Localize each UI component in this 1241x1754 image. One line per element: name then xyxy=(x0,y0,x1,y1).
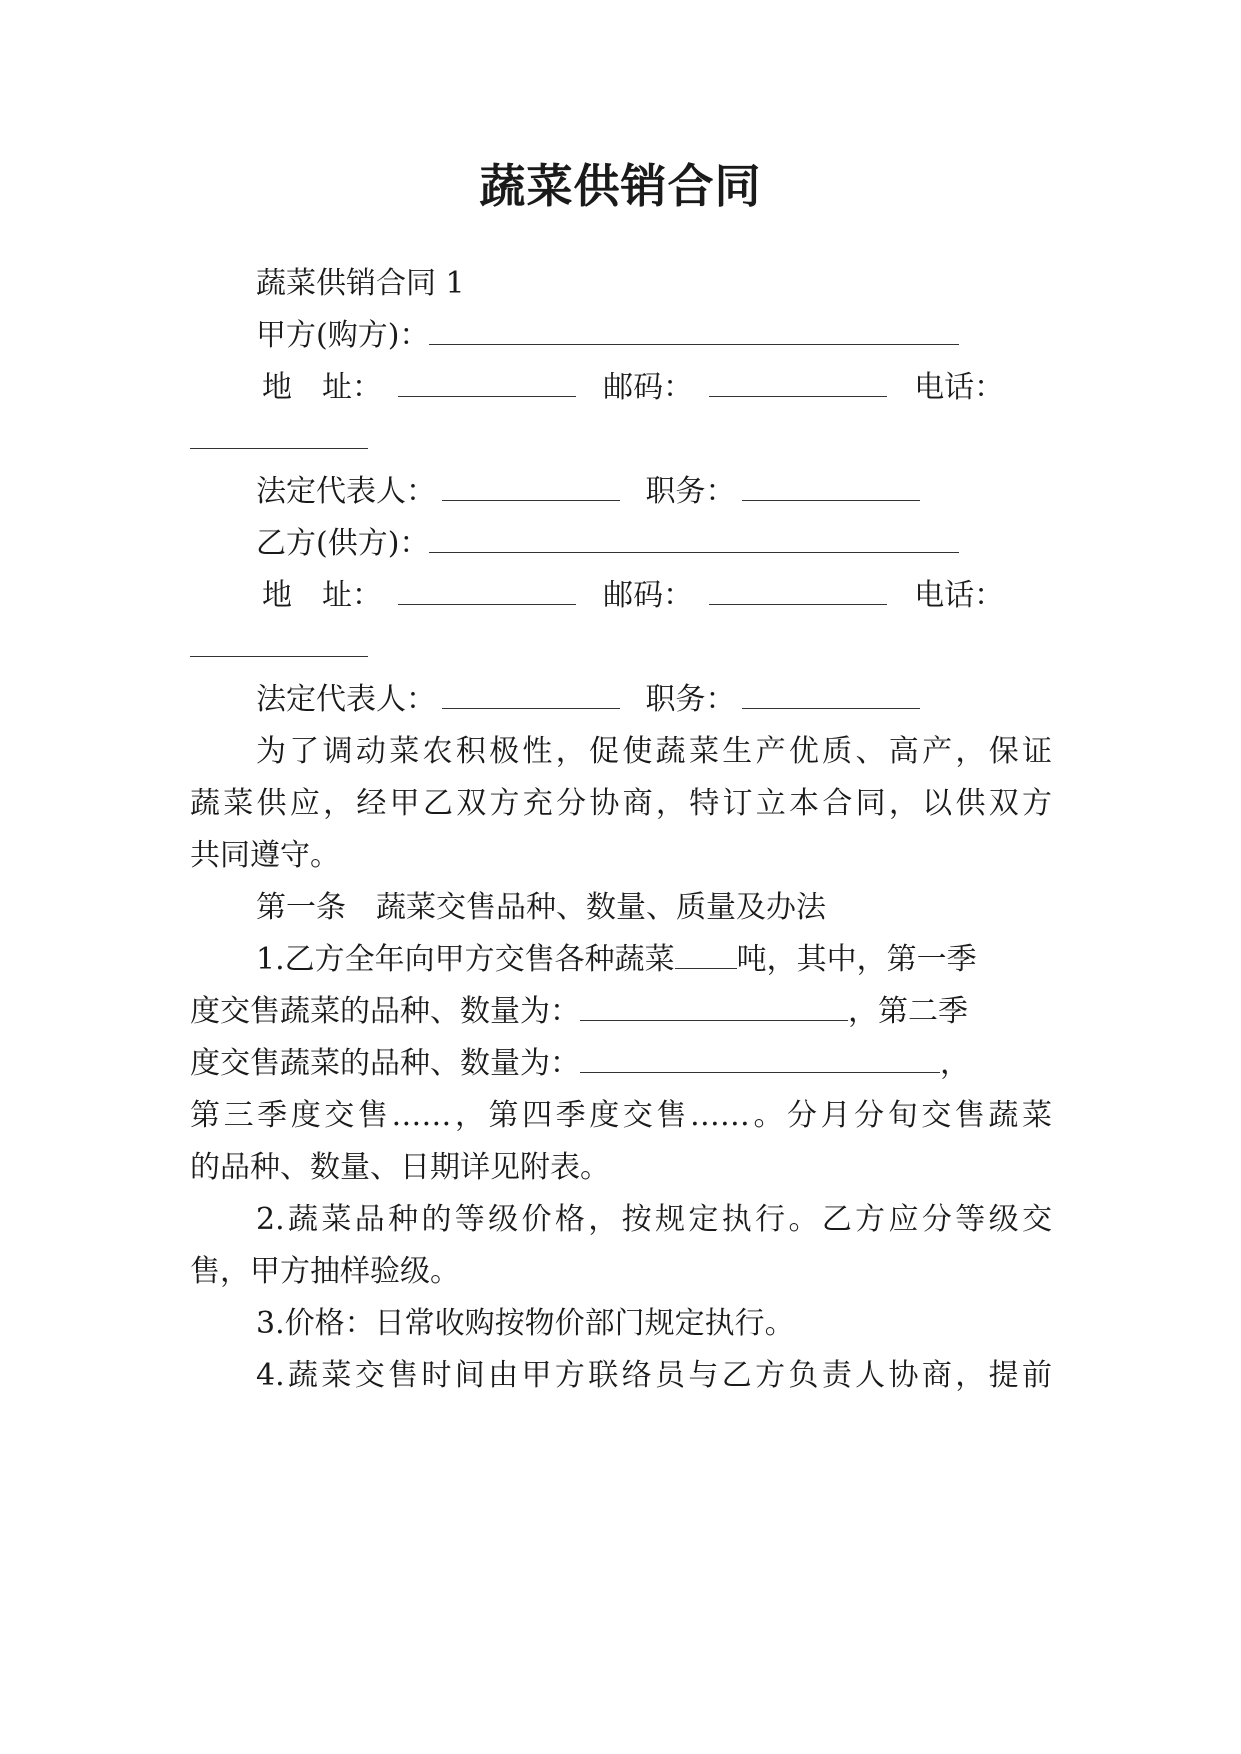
q1-varieties-blank[interactable] xyxy=(580,1020,848,1021)
party-a-address-label: 地 址： xyxy=(262,370,382,405)
party-b-rep-label: 法定代表人： xyxy=(256,682,436,717)
clause-1-line-2 xyxy=(190,992,1052,1032)
party-a-postcode-blank[interactable] xyxy=(709,396,887,397)
preamble-line-1: 为了调动菜农积极性，促使蔬菜生产优质、高产，保证 xyxy=(256,734,1052,769)
party-a-rep-blank[interactable] xyxy=(442,500,620,501)
clause-3: 3.价格：日常收购按物价部门规定执行。 xyxy=(256,1306,795,1341)
party-a-position-blank[interactable] xyxy=(742,500,920,501)
preamble-line-2: 蔬菜供应，经甲乙双方充分协商，特订立本合同，以供双方 xyxy=(190,786,1052,821)
article-1-title: 第一条 蔬菜交售品种、数量、质量及办法 xyxy=(256,890,826,925)
party-a-address-row xyxy=(262,368,1052,408)
party-b-position-label: 职务： xyxy=(645,682,736,717)
party-b-postcode-blank[interactable] xyxy=(709,604,887,605)
tonnage-blank[interactable] xyxy=(675,968,737,969)
clause-2-line-2: 售，甲方抽样验级。 xyxy=(190,1254,460,1289)
clause-1-comma: ， xyxy=(940,1046,970,1081)
q2-varieties-blank[interactable] xyxy=(580,1072,940,1073)
party-b-phone-row xyxy=(190,628,1052,668)
party-a-row xyxy=(256,316,1052,356)
party-b-postcode-label: 邮码： xyxy=(603,578,694,613)
party-b-label: 乙方(供方)： xyxy=(256,526,430,561)
clause-1-text-a: 1.乙方全年向甲方交售各种蔬菜 xyxy=(256,942,675,977)
party-a-rep-row xyxy=(256,472,1052,512)
party-a-rep-label: 法定代表人： xyxy=(256,474,436,509)
party-a-label: 甲方(购方)： xyxy=(256,318,430,353)
party-b-address-blank[interactable] xyxy=(398,604,576,605)
party-a-postcode-label: 邮码： xyxy=(603,370,694,405)
party-a-phone-blank[interactable] xyxy=(190,448,368,449)
clause-1-q2-label: 度交售蔬菜的品种、数量为： xyxy=(190,1046,580,1081)
contract-heading: 蔬菜供销合同 1 xyxy=(256,266,465,301)
party-a-position-label: 职务： xyxy=(645,474,736,509)
party-b-phone-label: 电话： xyxy=(914,578,1005,613)
preamble-line-3: 共同遵守。 xyxy=(190,838,340,873)
clause-1-q2-lead: ，第二季 xyxy=(848,994,968,1029)
party-b-position-blank[interactable] xyxy=(742,708,920,709)
clause-2-line-1: 2.蔬菜品种的等级价格，按规定执行。乙方应分等级交 xyxy=(256,1202,1052,1237)
party-a-address-blank[interactable] xyxy=(398,396,576,397)
clause-1-text-b: 吨，其中，第一季 xyxy=(736,942,977,977)
clause-4-line-1: 4.蔬菜交售时间由甲方联络员与乙方负责人协商，提前 xyxy=(256,1358,1052,1393)
party-b-row xyxy=(256,524,1052,564)
party-b-rep-row xyxy=(256,680,1052,720)
party-a-phone-row xyxy=(190,420,1052,460)
party-b-address-row xyxy=(262,576,1052,616)
clause-1-line-5: 的品种、数量、日期详见附表。 xyxy=(190,1150,610,1185)
party-b-blank[interactable] xyxy=(429,552,959,553)
clause-1-line-4: 第三季度交售……，第四季度交售……。分月分旬交售蔬菜 xyxy=(190,1098,1052,1133)
party-b-address-label: 地 址： xyxy=(262,578,382,613)
party-a-phone-label: 电话： xyxy=(914,370,1005,405)
party-b-rep-blank[interactable] xyxy=(442,708,620,709)
clause-1-line-3 xyxy=(190,1044,1052,1084)
document-title: 蔬菜供销合同 xyxy=(479,159,762,213)
party-b-phone-blank[interactable] xyxy=(190,656,368,657)
clause-1-line-1 xyxy=(256,940,1052,980)
party-a-blank[interactable] xyxy=(429,344,959,345)
clause-1-q1-label: 度交售蔬菜的品种、数量为： xyxy=(190,994,580,1029)
